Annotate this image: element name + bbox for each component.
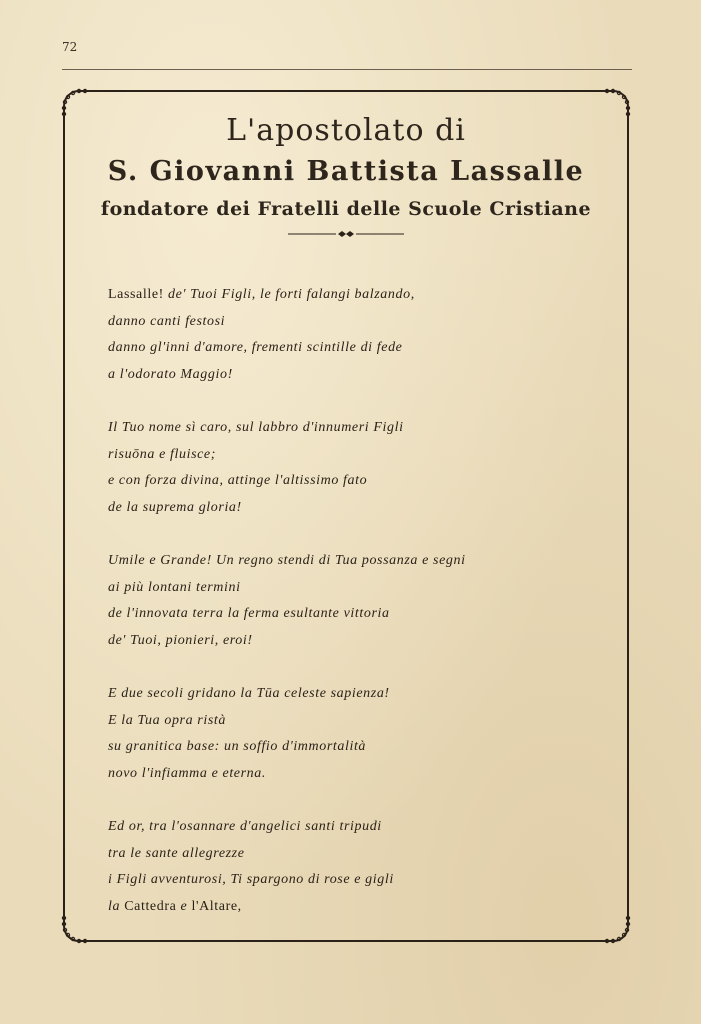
poem-line: risuōna e fluisce;: [108, 446, 217, 462]
poem-line: de la suprema gloria!: [108, 499, 242, 515]
poem-line: de l'innovata terra la ferma esultante vittoria: [108, 606, 390, 621]
stanza-2: [108, 415, 598, 521]
title-line-1: L'apostolato di: [226, 113, 466, 148]
poem-line: tra le sante allegrezze: [108, 845, 245, 861]
poem: [108, 282, 598, 947]
corner-ornament-bottom-right: [600, 912, 634, 946]
poem-line: e con forza divina, attinge l'altissimo fato: [108, 473, 368, 488]
poem-line: Umile e Grande! Un regno stendi di Tua possanza e segni: [108, 553, 466, 568]
poem-line: novo l'infiamma e eterna.: [108, 765, 266, 781]
poem-line: i Figli avventurosi, Ti spargono di rose e gigli: [108, 872, 394, 887]
poem-line: de' Tuoi, pionieri, eroi!: [108, 632, 253, 648]
poem-line: a l'odorato Maggio!: [108, 366, 233, 382]
poem-line: Il Tuo nome sì caro, sul labbro d'innumeri Figli: [108, 420, 404, 435]
poem-line-upright: Lassalle!: [108, 287, 164, 302]
poem-line: [108, 282, 598, 309]
poem-line: E la Tua opra ristà: [108, 712, 226, 728]
poem-line: E due secoli gridano la Tūa celeste sapienza!: [108, 686, 390, 701]
poem-line: Ed or, tra l'osannare d'angelici santi tripudi: [108, 819, 382, 834]
stanza-4: [108, 681, 598, 787]
poem-line-italic: e: [176, 898, 192, 914]
header-rule: [62, 69, 632, 70]
stanza-1: [108, 282, 598, 388]
title-divider-ornament: [286, 228, 406, 240]
corner-ornament-bottom-left: [58, 912, 92, 946]
poem-line-upright: Cattedra: [124, 898, 177, 914]
poem-line: danno canti festosi: [108, 313, 226, 329]
stanza-5: [108, 814, 598, 920]
poem-line-italic: de' Tuoi Figli, le forti falangi balzando,: [163, 287, 415, 302]
title-block: [63, 112, 629, 240]
poem-line-upright: l'Altare,: [191, 898, 242, 914]
page-number: 72: [62, 40, 78, 54]
title-line-2: S. Giovanni Battista Lassalle: [107, 156, 585, 187]
title-line-3: fondatore dei Fratelli delle Scuole Cristiane: [100, 198, 592, 220]
poem-line: su granitica base: un soffio d'immortalità: [108, 739, 367, 754]
stanza-3: [108, 548, 598, 654]
poem-line: danno gl'inni d'amore, frementi scintille di fede: [108, 340, 403, 355]
poem-line: ai più lontani termini: [108, 579, 241, 595]
poem-line-italic: la: [108, 898, 125, 914]
poem-line: [108, 894, 598, 921]
